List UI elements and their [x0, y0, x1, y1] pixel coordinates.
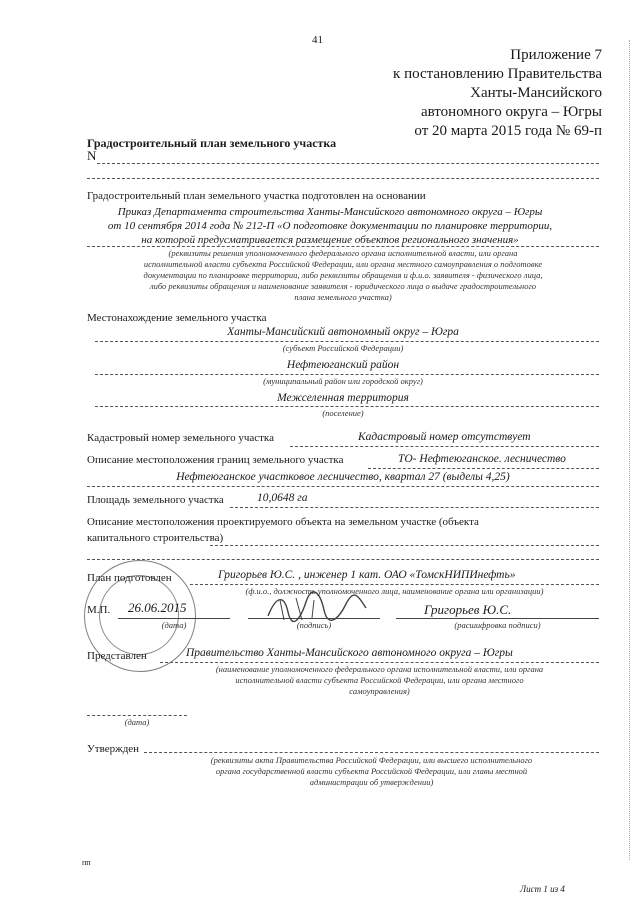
cadastral-line	[290, 446, 599, 447]
location-subject: Ханты-Мансийский автономный округ – Югра	[227, 326, 459, 338]
signature-line	[248, 618, 380, 619]
decode-line	[396, 618, 599, 619]
presented-label: Представлен	[87, 650, 147, 662]
location-settlement: Межселенная территория	[277, 392, 409, 404]
page-edge	[627, 40, 630, 860]
prepared-label: План подготовлен	[87, 572, 172, 584]
presented-caption: исполнительной власти субъекта Российской Федерации, или органа местного	[235, 675, 524, 685]
mp-label: М.П.	[87, 604, 111, 616]
boundaries-value: ТО- Нефтеюганское. лесничество	[398, 453, 566, 465]
prepared-date-caption: (дата)	[161, 620, 187, 630]
prepared-date-value: 26.06.2015	[128, 600, 187, 615]
cadastral-value: Кадастровый номер отсутствует	[358, 431, 531, 443]
plan-number-line	[97, 163, 599, 164]
decode-caption: (расшифровка подписи)	[454, 620, 541, 630]
appendix-line: автономного округа – Югры	[420, 104, 602, 120]
presented-date-caption: (дата)	[124, 717, 150, 727]
document-title: Градостроительный план земельного участка	[87, 136, 337, 150]
location-settlement-line	[95, 406, 599, 407]
basis-caption: исполнительной власти субъекта Российской Федерации, или органа местного самоуправления о подготовке	[143, 259, 543, 269]
basis-caption: плана земельного участка)	[294, 292, 392, 302]
basis-heading: Градостроительный план земельного участка подготовлен на основании	[87, 190, 426, 202]
location-subject-line	[95, 341, 599, 342]
presented-caption: (наименование уполномоченного федерального органа исполнительной власти, или органа	[215, 664, 544, 674]
boundaries-line	[368, 468, 599, 469]
location-label: Местонахождение земельного участка	[87, 312, 267, 324]
appendix-line: Приложение 7	[510, 47, 602, 63]
prepared-line	[190, 584, 599, 585]
location-subject-caption: (субъект Российской Федерации)	[282, 343, 404, 353]
signature-caption: (подпись)	[296, 620, 332, 630]
plan-number-label: N	[87, 148, 97, 163]
basis-line: Приказ Департамента строительства Ханты-Мансийского автономного округа – Югры	[117, 206, 543, 218]
prepared-date-line	[118, 618, 230, 619]
boundaries-label: Описание местоположения границ земельного участка	[87, 454, 344, 466]
basis-caption: документации по планировке территории, либо реквизиты обращения и ф.и.о. заявителя - физического лица,	[143, 270, 543, 280]
location-district-caption: (муниципальный район или городской округ)	[263, 376, 423, 386]
object-label-2: капитального строительства)	[87, 532, 224, 544]
basis-caption: либо реквизиты обращения и наименование заявителя - юридического лица о выдаче градостроительного	[149, 281, 537, 291]
area-value: 10,0648 га	[257, 492, 308, 504]
object-line	[210, 545, 599, 546]
presented-date-line	[87, 715, 187, 716]
approved-caption: администрации об утверждении)	[309, 777, 434, 787]
approved-line	[144, 752, 599, 753]
presented-line	[160, 662, 599, 663]
boundaries-value-2: Нефтеюганское участковое лесничество, квартал 27 (выделы 4,25)	[176, 471, 510, 483]
area-label: Площадь земельного участка	[87, 494, 224, 506]
prepared-value: Григорьев Ю.С. , инженер 1 кат. ОАО «ТомскНИПИнефть»	[218, 569, 516, 581]
approved-caption: (реквизиты акта Правительства Российской Федерации, или высшего исполнительного	[210, 755, 533, 765]
presented-caption: самоуправления)	[349, 686, 410, 696]
basis-line: на которой предусматривается размещение объектов регионального значения»	[141, 234, 519, 246]
cadastral-label: Кадастровый номер земельного участка	[87, 432, 274, 444]
prepared-caption: (ф.и.о., должность уполномоченного лица, наименование органа или организации)	[245, 586, 544, 596]
location-settlement-caption: (поселение)	[322, 408, 364, 418]
footer-mark: пп	[82, 858, 91, 867]
plan-number-line-2	[87, 178, 599, 179]
boundaries-line-2	[87, 486, 599, 487]
appendix-line: Ханты-Мансийского	[470, 85, 602, 101]
approved-caption: органа государственной власти субъекта Российской Федерации, или главы местной	[215, 766, 528, 776]
location-district-line	[95, 374, 599, 375]
approved-label: Утвержден	[87, 743, 140, 755]
footer-page: Лист 1 из 4	[520, 884, 565, 894]
page-number: 41	[312, 34, 323, 46]
basis-line: от 10 сентября 2014 года № 212-П «О подготовке документации по планировке территории,	[107, 220, 553, 232]
appendix-line: от 20 марта 2015 года № 69-п	[414, 123, 602, 139]
decode-value: Григорьев Ю.С.	[424, 602, 512, 617]
appendix-line: к постановлению Правительства	[393, 66, 602, 82]
appendix-block	[393, 46, 602, 141]
basis-underline	[87, 246, 599, 247]
object-label: Описание местоположения проектируемого объекта на земельном участке (объекта	[87, 516, 479, 528]
object-line-2	[87, 559, 599, 560]
basis-caption: (реквизиты решения уполномоченного федерального органа исполнительной власти, или органа	[168, 248, 518, 258]
area-line	[230, 507, 599, 508]
presented-value: Правительство Ханты-Мансийского автономного округа – Югры	[186, 647, 513, 659]
location-district: Нефтеюганский район	[286, 359, 400, 371]
